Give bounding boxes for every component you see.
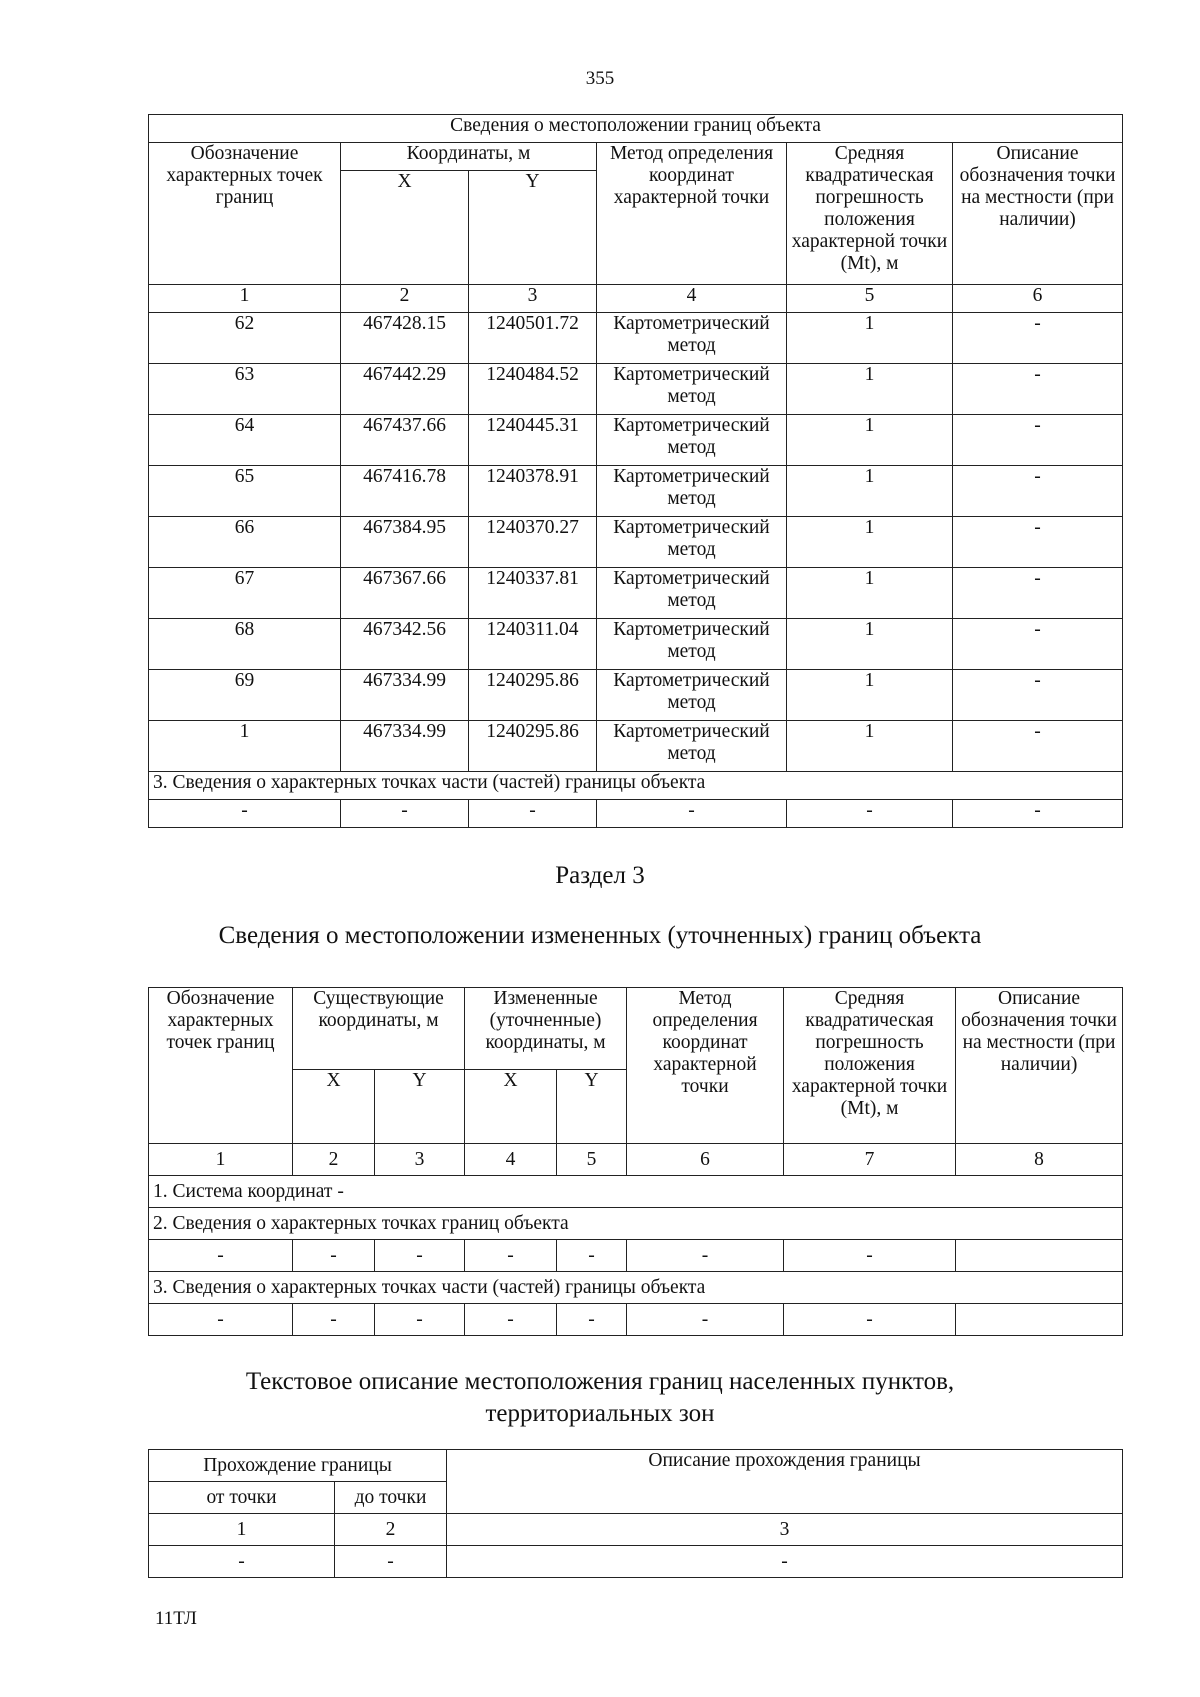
col-number: 1 (149, 1514, 335, 1546)
dash-row (149, 1304, 1123, 1336)
y-coordinate-cell: 1240445.31 (469, 415, 597, 466)
description-cell: - (953, 670, 1123, 721)
col-number: 8 (956, 1144, 1123, 1176)
header-existing-x: X (293, 1070, 375, 1144)
table-row (149, 517, 1123, 568)
dash-cell: - (597, 800, 787, 828)
section-heading: Раздел 3 (555, 862, 645, 889)
dash-cell: - (149, 800, 341, 828)
header-changed-y: Y (557, 1070, 627, 1144)
header-description: Описание обозначения точки на местности (при наличии) (953, 143, 1123, 285)
header-existing-y: Y (375, 1070, 465, 1144)
dash-cell: - (447, 1546, 1123, 1578)
x-coordinate-cell: 467384.95 (341, 517, 469, 568)
table-row (149, 466, 1123, 517)
point-id-cell: 69 (149, 670, 341, 721)
text-description-title (0, 1366, 1200, 1430)
method-cell: Картометрический метод (597, 466, 787, 517)
column-numbers-row (149, 1144, 1123, 1176)
description-cell: - (953, 619, 1123, 670)
boundary-points-table (148, 114, 1123, 828)
description-cell: - (953, 568, 1123, 619)
text-description-title-line2: территориальных зон (485, 1400, 715, 1427)
point-id-cell: 64 (149, 415, 341, 466)
description-cell: - (953, 313, 1123, 364)
col-number: 2 (293, 1144, 375, 1176)
text-description-title-line1: Текстовое описание местоположения границ населенных пунктов, (245, 1368, 955, 1395)
header-y: Y (469, 171, 597, 285)
dash-cell: - (465, 1304, 557, 1336)
mean-error-cell: 1 (787, 619, 953, 670)
dash-cell: - (293, 1304, 375, 1336)
mean-error-cell: 1 (787, 415, 953, 466)
point-id-cell: 67 (149, 568, 341, 619)
dash-row (149, 800, 1123, 828)
mean-error-cell: 1 (787, 364, 953, 415)
col-number: 3 (375, 1144, 465, 1176)
empty-cell (956, 1304, 1123, 1336)
header-passage-description: Описание прохождения границы (447, 1450, 1123, 1514)
dash-cell: - (627, 1304, 784, 1336)
coordinate-system: 1. Система координат - (149, 1176, 1123, 1208)
x-coordinate-cell: 467342.56 (341, 619, 469, 670)
mean-error-cell: 1 (787, 670, 953, 721)
point-id-cell: 62 (149, 313, 341, 364)
col-number: 2 (341, 285, 469, 313)
header-method: Метод определения координат характерной точки (627, 988, 784, 1144)
point-id-cell: 66 (149, 517, 341, 568)
header-mean-error: Средняя квадратическая погрешность положения характерной точки (Mt), м (787, 143, 953, 285)
y-coordinate-cell: 1240370.27 (469, 517, 597, 568)
mean-error-cell: 1 (787, 466, 953, 517)
method-cell: Картометрический метод (597, 415, 787, 466)
table-row (149, 670, 1123, 721)
dash-cell: - (787, 800, 953, 828)
header-method: Метод определения координат характерной точки (597, 143, 787, 285)
table-row (149, 721, 1123, 772)
dash-cell: - (149, 1240, 293, 1272)
column-numbers-row (149, 285, 1123, 313)
point-id-cell: 65 (149, 466, 341, 517)
y-coordinate-cell: 1240337.81 (469, 568, 597, 619)
col-number: 7 (784, 1144, 956, 1176)
col-number: 3 (469, 285, 597, 313)
point-id-cell: 1 (149, 721, 341, 772)
method-cell: Картометрический метод (597, 364, 787, 415)
section-title: Сведения о местоположении измененных (уточненных) границ объекта (218, 922, 982, 949)
col-number: 1 (149, 1144, 293, 1176)
empty-cell (956, 1240, 1123, 1272)
dash-cell: - (465, 1240, 557, 1272)
description-cell: - (953, 721, 1123, 772)
table-row (149, 619, 1123, 670)
method-cell: Картометрический метод (597, 721, 787, 772)
y-coordinate-cell: 1240295.86 (469, 721, 597, 772)
x-coordinate-cell: 467437.66 (341, 415, 469, 466)
col-number: 5 (557, 1144, 627, 1176)
table-caption: Сведения о местоположении границ объекта (149, 115, 1123, 143)
header-changed-coordinates: Измененные (уточненные) координаты, м (465, 988, 627, 1070)
method-cell: Картометрический метод (597, 313, 787, 364)
col-number: 4 (465, 1144, 557, 1176)
y-coordinate-cell: 1240295.86 (469, 670, 597, 721)
x-coordinate-cell: 467442.29 (341, 364, 469, 415)
description-cell: - (953, 517, 1123, 568)
dash-cell: - (293, 1240, 375, 1272)
point-id-cell: 63 (149, 364, 341, 415)
dash-cell: - (784, 1240, 956, 1272)
description-cell: - (953, 415, 1123, 466)
dash-row (149, 1240, 1123, 1272)
table-row (149, 313, 1123, 364)
dash-cell: - (953, 800, 1123, 828)
header-existing-coordinates: Существующие координаты, м (293, 988, 465, 1070)
mean-error-cell: 1 (787, 313, 953, 364)
header-point-designation: Обозначение характерных точек границ (149, 988, 293, 1144)
dash-cell: - (557, 1240, 627, 1272)
mean-error-cell: 1 (787, 721, 953, 772)
method-cell: Картометрический метод (597, 517, 787, 568)
y-coordinate-cell: 1240501.72 (469, 313, 597, 364)
dash-cell: - (375, 1304, 465, 1336)
section-part-points: 3. Сведения о характерных точках части (частей) границы объекта (149, 772, 1123, 800)
x-coordinate-cell: 467334.99 (341, 721, 469, 772)
method-cell: Картометрический метод (597, 619, 787, 670)
x-coordinate-cell: 467416.78 (341, 466, 469, 517)
col-number: 1 (149, 285, 341, 313)
header-mean-error: Средняя квадратическая погрешность положения характерной точки (Mt), м (784, 988, 956, 1144)
dash-cell: - (149, 1546, 335, 1578)
header-x: X (341, 171, 469, 285)
dash-cell: - (557, 1304, 627, 1336)
col-number: 4 (597, 285, 787, 313)
dash-row (149, 1546, 1123, 1578)
col-number: 6 (627, 1144, 784, 1176)
section-part-points: 3. Сведения о характерных точках части (частей) границы объекта (149, 1272, 1123, 1304)
header-to-point: до точки (335, 1482, 447, 1514)
header-description: Описание обозначения точки на местности (при наличии) (956, 988, 1123, 1144)
header-changed-x: X (465, 1070, 557, 1144)
page-number: 355 (585, 68, 615, 89)
table-row (149, 364, 1123, 415)
section-boundary-points: 2. Сведения о характерных точках границ объекта (149, 1208, 1123, 1240)
point-id-cell: 68 (149, 619, 341, 670)
boundary-passage-table (148, 1449, 1123, 1578)
column-numbers-row (149, 1514, 1123, 1546)
dash-cell: - (469, 800, 597, 828)
dash-cell: - (335, 1546, 447, 1578)
description-cell: - (953, 364, 1123, 415)
y-coordinate-cell: 1240378.91 (469, 466, 597, 517)
y-coordinate-cell: 1240311.04 (469, 619, 597, 670)
x-coordinate-cell: 467367.66 (341, 568, 469, 619)
header-passage: Прохождение границы (149, 1450, 447, 1482)
dash-cell: - (149, 1304, 293, 1336)
table-row (149, 568, 1123, 619)
x-coordinate-cell: 467428.15 (341, 313, 469, 364)
method-cell: Картометрический метод (597, 670, 787, 721)
header-coordinates: Координаты, м (341, 143, 597, 171)
table-row (149, 415, 1123, 466)
changed-boundaries-table (148, 987, 1123, 1336)
mean-error-cell: 1 (787, 517, 953, 568)
mean-error-cell: 1 (787, 568, 953, 619)
col-number: 3 (447, 1514, 1123, 1546)
dash-cell: - (341, 800, 469, 828)
col-number: 6 (953, 285, 1123, 313)
method-cell: Картометрический метод (597, 568, 787, 619)
header-point-designation: Обозначение характерных точек границ (149, 143, 341, 285)
footer-code: 11ТЛ (155, 1608, 197, 1629)
header-from-point: от точки (149, 1482, 335, 1514)
dash-cell: - (375, 1240, 465, 1272)
dash-cell: - (627, 1240, 784, 1272)
x-coordinate-cell: 467334.99 (341, 670, 469, 721)
col-number: 5 (787, 285, 953, 313)
dash-cell: - (784, 1304, 956, 1336)
col-number: 2 (335, 1514, 447, 1546)
description-cell: - (953, 466, 1123, 517)
y-coordinate-cell: 1240484.52 (469, 364, 597, 415)
